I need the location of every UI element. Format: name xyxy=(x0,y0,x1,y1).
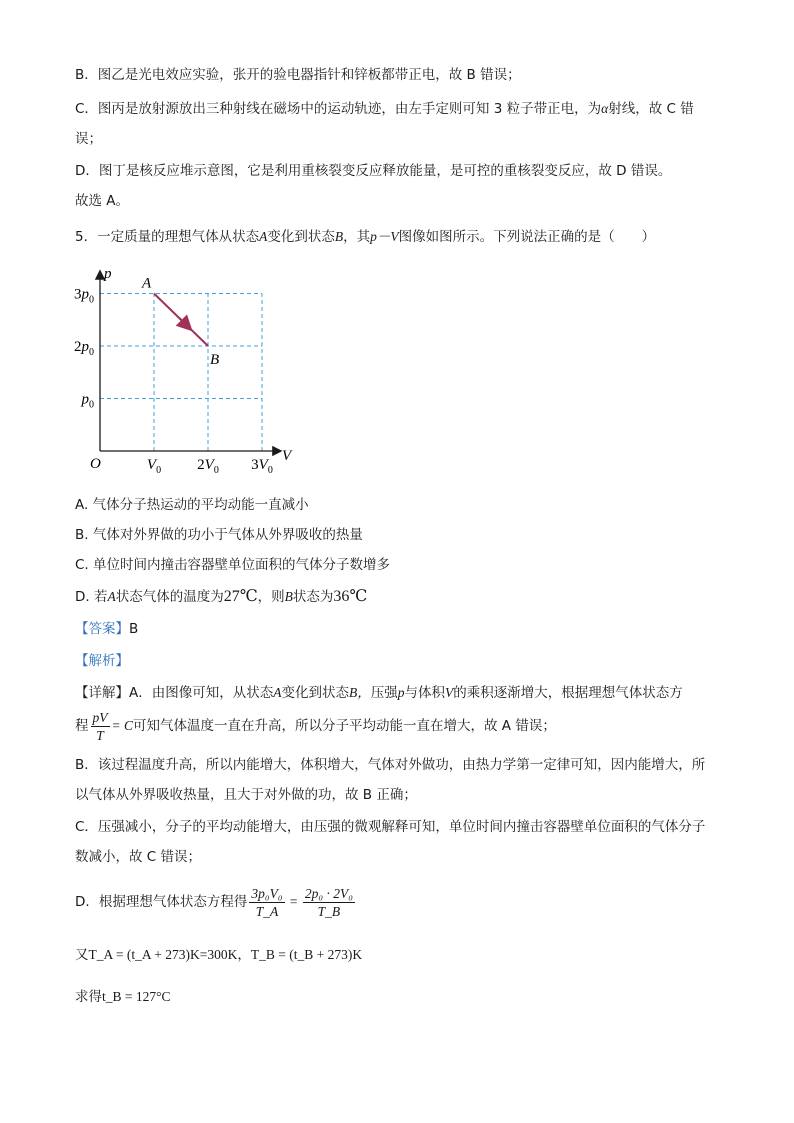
x-axis-label: V xyxy=(282,448,292,464)
alpha-symbol: α xyxy=(601,101,609,116)
fraction-denominator: T xyxy=(96,727,104,743)
detail-d3-eq: t_B = 127°C xyxy=(102,989,171,1004)
point-b-label: B xyxy=(210,352,220,368)
option-d-var-b: B xyxy=(284,589,293,604)
prev-option-c-line1 xyxy=(75,100,694,118)
stem-var-a: A xyxy=(259,229,268,244)
option-d-temp-b: 36℃ xyxy=(333,588,368,605)
prev-option-b: B．图乙是光电效应实验，张开的验电器指针和锌板都带正电，故 B 错误； xyxy=(75,67,521,83)
answer-label: 【答案】 xyxy=(75,621,129,637)
stem-part-c: ，其 xyxy=(343,229,371,245)
detail-d2-eq2: T_B = (t_B + 273)K xyxy=(250,947,363,962)
detail-d2-eq1: T_A = (t_A + 273)K=300K， xyxy=(88,947,251,962)
detail-a1-mid2: 压强 xyxy=(370,685,398,701)
option-d-pre: D. 若 xyxy=(75,589,108,605)
fraction-numerator: pV xyxy=(92,709,108,725)
detail-c-line1: C．压强减小，分子的平均动能增大，由压强的微观解释可知，单位时间内撞击容器壁单位面积的气体分子 xyxy=(75,819,706,835)
detail-a2-equals-c: = C xyxy=(111,718,133,733)
y-tick-label: $2p_0$ xyxy=(74,339,94,358)
detail-a1-mid: 变化到状态 xyxy=(281,685,349,701)
answer-line xyxy=(75,620,138,638)
fraction-left-denominator: T_A xyxy=(255,903,279,919)
fraction-right xyxy=(303,885,355,920)
y-tick-label: $p_0$ xyxy=(81,391,94,411)
fraction-left-numerator: 3p₀V₀ xyxy=(251,885,283,901)
option-d-mid3: 状态为 xyxy=(292,589,334,605)
analysis-label: 【解析】 xyxy=(75,653,129,669)
detail-b-line1: B．该过程温度升高，所以内能增大，体积增大，气体对外做功，由热力学第一定律可知，因内能增大，所 xyxy=(75,757,706,773)
detail-d-line1: D．根据理想气体状态方程得 $\frac{\text{3p₀V₀}}{T\_A}$ = $\frac{\text{2p₀ · 2V₀}}{T\_B}$ xyxy=(75,885,353,919)
detail-a1-mid3: 与体积 xyxy=(404,685,445,701)
prev-option-d: D．图丁是核反应堆示意图，它是利用重核裂变反应释放能量，是可控的重核裂变反应，故 D 错误。 xyxy=(75,163,672,179)
detail-d3-pre: 求得 xyxy=(75,989,102,1005)
prev-c-text: C．图丙是放射源放出三种射线在磁场中的运动轨迹，由左手定则可知 3 粒子带正电，为 xyxy=(75,101,602,117)
option-a: A. 气体分子热运动的平均动能一直减小 xyxy=(75,497,309,513)
y-axis-label: p xyxy=(104,266,112,282)
stem-part-b: 变化到状态 xyxy=(267,229,335,245)
fraction-right-denominator: T_B xyxy=(317,903,341,919)
option-b: B. 气体对外界做的功小于气体从外界吸收的热量 xyxy=(75,527,363,543)
detail-a1-var-b: B， xyxy=(349,685,371,700)
option-d-mid: 状态气体的温度为 xyxy=(115,589,224,605)
detail-a2-tail: 可知气体温度一直在升高，所以分子平均动能一直在增大，故 A 错误； xyxy=(133,718,556,734)
stem-part-a: 5．一定质量的理想气体从状态 xyxy=(75,229,260,245)
x-tick-label: $3V_0$ xyxy=(251,457,273,476)
y-tick-label: $3p_0$ xyxy=(74,286,94,306)
prev-option-c-line2: 误； xyxy=(75,131,102,147)
x-tick-label: $2V_0$ xyxy=(197,457,219,476)
option-d-var-a: A xyxy=(107,589,116,604)
option-d xyxy=(75,588,367,606)
stem-var-b: B xyxy=(334,229,344,244)
option-c: C. 单位时间内撞击容器壁单位面积的气体分子数增多 xyxy=(75,557,391,573)
detail-a1-var-a: A xyxy=(273,685,282,700)
prev-choose: 故选 A。 xyxy=(75,193,130,209)
detail-a-line1 xyxy=(75,684,683,702)
grid-lines xyxy=(100,294,262,452)
detail-c-line2: 数减小，故 C 错误； xyxy=(75,849,202,865)
x-tick-label: $V_0$ xyxy=(146,457,162,476)
detail-d-line3 xyxy=(75,988,171,1006)
detail-d1-pre: D．根据理想气体状态方程得 xyxy=(75,894,248,910)
point-a-label: A xyxy=(142,275,152,292)
detail-a1-pre: 【详解】A．由图像可知，从状态 xyxy=(75,685,274,701)
detail-a1-tail: 的乘积逐渐增大，根据理想气体状态方 xyxy=(453,685,683,701)
fraction-pv-over-t xyxy=(91,709,110,744)
detail-a-line2 xyxy=(75,708,556,744)
process-direction-arrow xyxy=(179,318,187,326)
detail-a2-pre: 程 xyxy=(75,718,89,734)
prev-c-tail: 射线，故 C 错 xyxy=(608,101,694,117)
fraction-right-numerator: 2p₀ · 2V₀ xyxy=(304,885,353,901)
question-stem xyxy=(75,228,655,246)
fraction-left xyxy=(249,885,284,920)
answer-value: B xyxy=(129,621,139,637)
detail-a1-var-v: V xyxy=(445,685,454,700)
pv-graph xyxy=(70,260,310,480)
detail-d2-pre: 又 xyxy=(75,947,89,963)
detail-d-line2 xyxy=(75,946,362,964)
option-d-mid2: ，则 xyxy=(257,589,285,605)
detail-b-line2: 以气体从外界吸收热量，且大于对外做的功，故 B 正确； xyxy=(75,787,417,803)
stem-pv: p－V xyxy=(370,229,399,244)
origin-label: O xyxy=(90,456,101,472)
detail-a1-var-p: p xyxy=(397,685,405,700)
option-d-temp-a: 27℃ xyxy=(223,588,258,605)
stem-part-d: 图像如图所示。下列说法正确的是（ ） xyxy=(398,229,656,245)
